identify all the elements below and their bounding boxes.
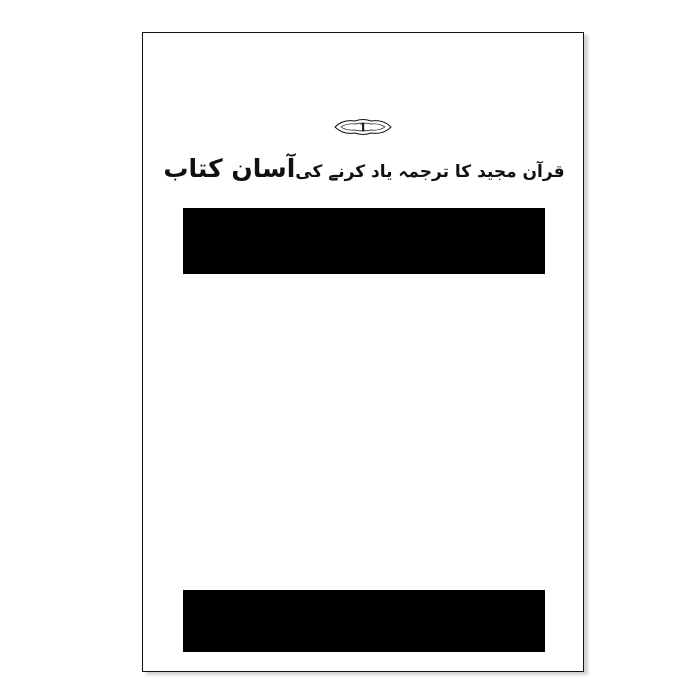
- paragraph-2-line-6: [199, 506, 534, 529]
- paragraph-2-line-3: [199, 437, 534, 460]
- paragraph-2-line-2: [199, 414, 534, 437]
- paragraph-1-line-3: [199, 334, 534, 357]
- paragraph-2-line-5: [199, 483, 534, 506]
- paragraph-1: [199, 288, 534, 380]
- page-number-ornament: [143, 117, 583, 137]
- page-number: 1: [359, 120, 367, 134]
- paragraph-2-line-7: [199, 529, 534, 552]
- intro-banner-line-2: [183, 241, 545, 268]
- paragraph-1-line-1: [199, 288, 534, 311]
- intro-banner: [183, 208, 545, 274]
- intro-banner-line-1: [183, 214, 545, 241]
- closing-banner-line-2: [183, 621, 545, 644]
- paragraph-1-line-2: [199, 311, 534, 334]
- paragraph-2-line-1: [199, 391, 534, 414]
- paragraph-2-line-4: [199, 460, 534, 483]
- page-title: [159, 149, 569, 197]
- paragraph-2: [199, 391, 534, 552]
- title-part-1: قرآن مجید کا ترجمہ یاد کرنے کی: [295, 162, 565, 182]
- closing-banner: [183, 590, 545, 652]
- paragraph-1-line-4: [199, 357, 534, 380]
- closing-banner-line-1: [183, 598, 545, 621]
- title-part-2: آسان کتاب: [163, 154, 296, 183]
- book-page: [142, 32, 584, 672]
- page-number-frame: [333, 118, 393, 136]
